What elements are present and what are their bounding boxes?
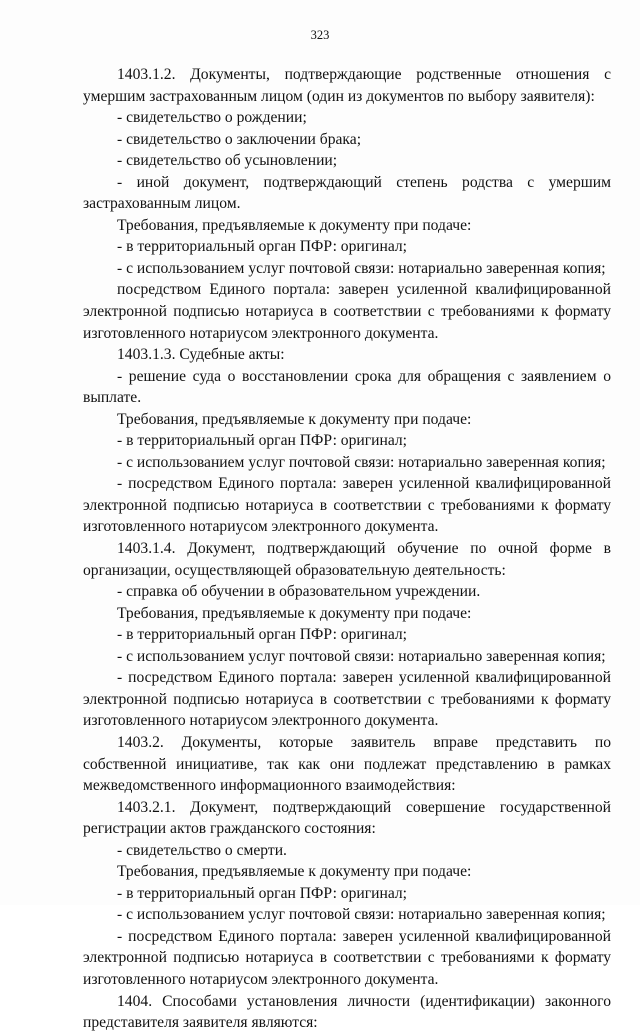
requirements-heading: Требования, предъявляемые к документу при подаче: xyxy=(117,410,472,428)
list-item: - с использованием услуг почтовой связи: нотариально заверенная копия; xyxy=(117,453,606,471)
list-item: - свидетельство о заключении брака; xyxy=(117,130,362,148)
list-item: - свидетельство о рождении; xyxy=(117,109,307,127)
paragraph-1403-1-2: 1403.1.2. Документы, подтверждающие родственные отношения с умершим застрахованным лицом (один из документов по выбору заявителя): xyxy=(83,66,611,105)
list-item: - в территориальный орган ПФР: оригинал; xyxy=(117,238,408,256)
list-item: - в территориальный орган ПФР: оригинал; xyxy=(117,626,408,644)
list-item: - посредством Единого портала: заверен усиленной квалифицированной электронной подписью нотариуса в соответствии с требованиями к формату изготовленного нотариусом электронного документа. xyxy=(83,927,611,988)
list-item: - с использованием услуг почтовой связи: нотариально заверенная копия; xyxy=(117,259,606,277)
portal-requirement: посредством Единого портала: заверен усиленной квалифицированной электронной подписью нотариуса в соответствии с требованиями к формату изготовленного нотариусом электронного документа. xyxy=(83,281,611,342)
list-item: - свидетельство о смерти. xyxy=(117,841,287,859)
requirements-heading: Требования, предъявляемые к документу при подаче: xyxy=(117,863,472,881)
paragraph-1404: 1404. Способами установления личности (идентификации) законного представителя заявителя являются: xyxy=(83,992,611,1032)
paragraph-1403-2-1: 1403.2.1. Документ, подтверждающий совершение государственной регистрации актов гражданского состояния: xyxy=(83,798,611,838)
list-item: - свидетельство об усыновлении; xyxy=(117,152,338,170)
paragraph-1403-2: 1403.2. Документы, которые заявитель вправе представить по собственной инициативе, так как они подлежат представлению в рамках межведомственного информационного взаимодействия: xyxy=(83,733,611,795)
list-item: - справка об обучении в образовательном учреждении. xyxy=(117,583,481,601)
list-item: - посредством Единого портала: заверен усиленной квалифицированной электронной подписью нотариуса в соответствии с требованиями к формату изготовленного нотариусом электронного документа. xyxy=(83,475,611,536)
list-item: - посредством Единого портала: заверен усиленной квалифицированной электронной подписью нотариуса в соответствии с требованиями к формату изготовленного нотариусом электронного документа. xyxy=(83,669,611,730)
paragraph-1403-1-4: 1403.1.4. Документ, подтверждающий обучение по очной форме в организации, осуществляющей образовательную деятельность: xyxy=(83,540,611,579)
list-item: - в территориальный орган ПФР: оригинал; xyxy=(117,884,408,902)
requirements-heading: Требования, предъявляемые к документу при подаче: xyxy=(117,216,472,234)
page-number: 323 xyxy=(310,28,330,42)
list-item: - с использованием услуг почтовой связи: нотариально заверенная копия; xyxy=(117,906,606,924)
paragraph-1403-1-3: 1403.1.3. Судебные акты: xyxy=(117,346,285,364)
list-item: - иной документ, подтверждающий степень родства с умершим застрахованным лицом. xyxy=(83,173,611,213)
list-item: - решение суда о восстановлении срока для обращения с заявлением о выплате. xyxy=(83,367,611,407)
document-body xyxy=(83,64,611,1034)
list-item: - в территориальный орган ПФР: оригинал; xyxy=(117,432,408,450)
list-item: - с использованием услуг почтовой связи: нотариально заверенная копия; xyxy=(117,647,606,665)
requirements-heading: Требования, предъявляемые к документу при подаче: xyxy=(117,604,472,622)
